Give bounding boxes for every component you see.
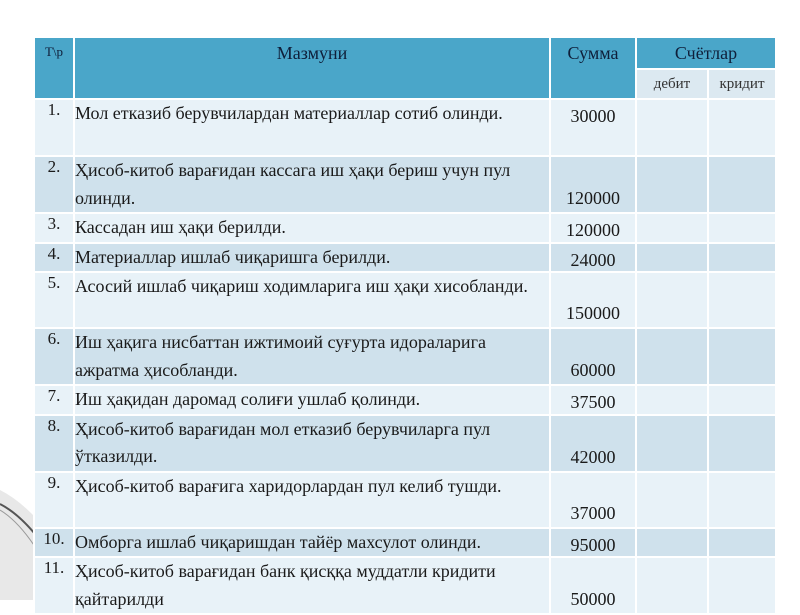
row-content: Ҳисоб-китоб варағидан банк қисққа муддатли кридити қайтарилди: [74, 557, 550, 614]
row-content: Материаллар ишлаб чиқаришга берилди.: [74, 243, 550, 273]
header-row: [34, 37, 776, 69]
row-content: Ҳисоб-китоб варағидан мол етказиб берувчиларга пул ўтказилди.: [74, 415, 550, 472]
row-credit-cell: [708, 156, 776, 213]
row-debit-cell: [636, 528, 708, 558]
journal-table: [33, 36, 777, 615]
table-row: [34, 213, 776, 243]
row-credit-cell: [708, 415, 776, 472]
row-content: Иш ҳақига нисбаттан ижтимоий суғурта идораларига ажратма ҳисобланди.: [74, 328, 550, 385]
header-debit: дебит: [636, 69, 708, 99]
row-content: Иш ҳақидан даромад солиғи ушлаб қолинди.: [74, 385, 550, 415]
header-credit: кридит: [708, 69, 776, 99]
row-number: 6.: [34, 328, 74, 385]
row-credit-cell: [708, 528, 776, 558]
table-row: [34, 385, 776, 415]
row-sum: 120000: [550, 213, 636, 243]
row-number: 9.: [34, 472, 74, 528]
row-sum: 150000: [550, 272, 636, 328]
table-row: [34, 272, 776, 328]
row-number: 5.: [34, 272, 74, 328]
row-number: 2.: [34, 156, 74, 213]
header-sum: Сумма: [550, 37, 636, 99]
row-debit-cell: [636, 415, 708, 472]
row-number: 4.: [34, 243, 74, 273]
row-credit-cell: [708, 213, 776, 243]
row-debit-cell: [636, 328, 708, 385]
row-debit-cell: [636, 213, 708, 243]
row-sum: 37500: [550, 385, 636, 415]
row-number: 11.: [34, 557, 74, 614]
row-number: 8.: [34, 415, 74, 472]
table-row: [34, 557, 776, 614]
row-credit-cell: [708, 272, 776, 328]
row-content: Ҳисоб-китоб варағидан кассага иш ҳақи бериш учун пул олинди.: [74, 156, 550, 213]
row-sum: 60000: [550, 328, 636, 385]
row-number: 10.: [34, 528, 74, 558]
row-credit-cell: [708, 243, 776, 273]
table-row: [34, 156, 776, 213]
row-debit-cell: [636, 99, 708, 156]
table-row: [34, 99, 776, 156]
table-row: [34, 328, 776, 385]
table-row: [34, 472, 776, 528]
table-row: [34, 243, 776, 273]
row-sum: 30000: [550, 99, 636, 156]
row-sum: 50000: [550, 557, 636, 614]
row-debit-cell: [636, 156, 708, 213]
row-credit-cell: [708, 385, 776, 415]
row-debit-cell: [636, 272, 708, 328]
row-content: Ҳисоб-китоб варағига харидорлардан пул келиб тушди.: [74, 472, 550, 528]
header-content: Мазмуни: [74, 37, 550, 99]
row-content: Асосий ишлаб чиқариш ходимларига иш ҳақи хисобланди.: [74, 272, 550, 328]
row-number: 1.: [34, 99, 74, 156]
table-row: [34, 415, 776, 472]
row-debit-cell: [636, 385, 708, 415]
table-row: [34, 528, 776, 558]
header-accounts: Счётлар: [636, 37, 776, 69]
row-credit-cell: [708, 472, 776, 528]
row-number: 3.: [34, 213, 74, 243]
row-content: Мол етказиб берувчилардан материаллар сотиб олинди.: [74, 99, 550, 156]
row-credit-cell: [708, 328, 776, 385]
row-debit-cell: [636, 557, 708, 614]
row-number: 7.: [34, 385, 74, 415]
row-credit-cell: [708, 557, 776, 614]
row-debit-cell: [636, 243, 708, 273]
row-content: Кассадан иш ҳақи берилди.: [74, 213, 550, 243]
row-sum: 95000: [550, 528, 636, 558]
row-debit-cell: [636, 472, 708, 528]
row-sum: 37000: [550, 472, 636, 528]
header-number: Т\р: [34, 37, 74, 99]
row-sum: 24000: [550, 243, 636, 273]
row-content: Омборга ишлаб чиқаришдан тайёр махсулот олинди.: [74, 528, 550, 558]
row-sum: 120000: [550, 156, 636, 213]
row-credit-cell: [708, 99, 776, 156]
row-sum: 42000: [550, 415, 636, 472]
